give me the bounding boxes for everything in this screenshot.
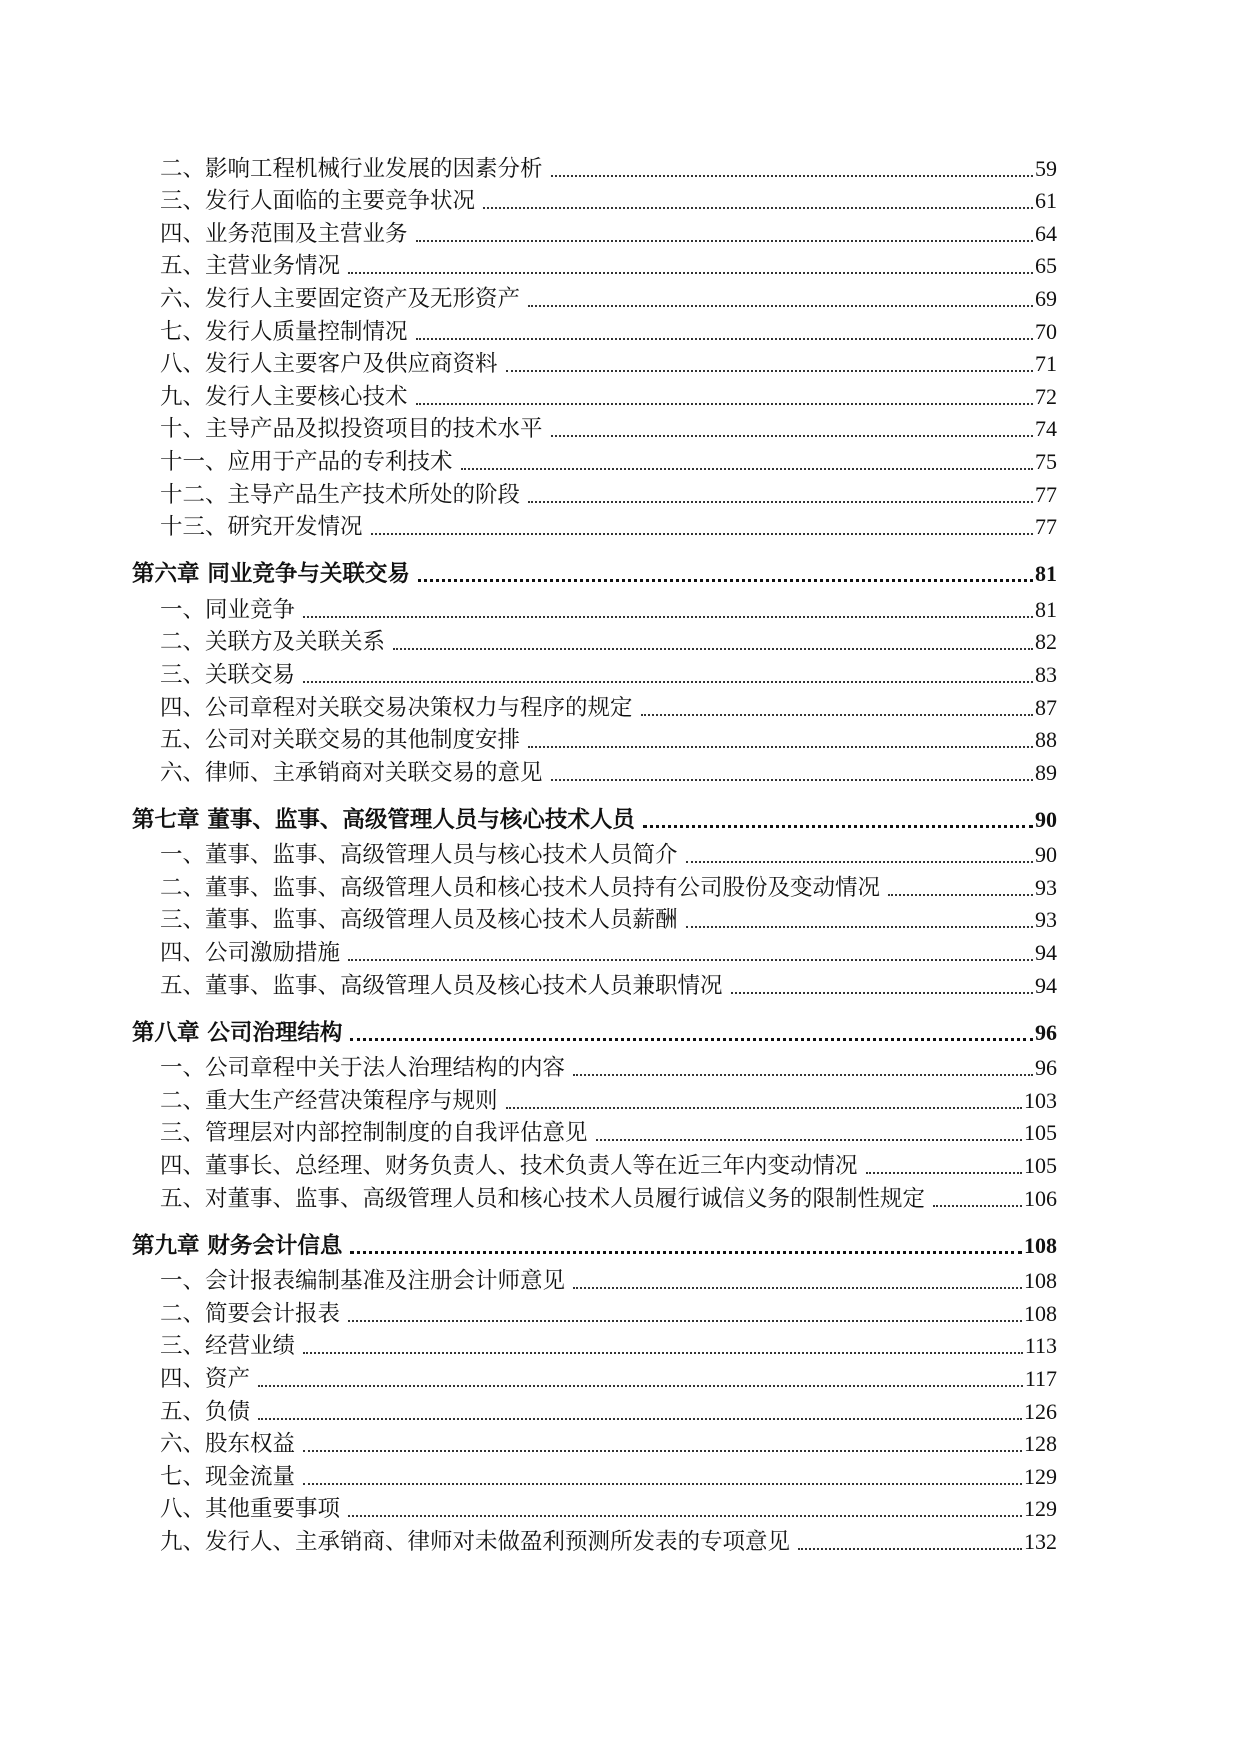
toc-section-entry[interactable] — [132, 1263, 1057, 1296]
toc-dot-leader — [303, 1352, 1023, 1354]
toc-dot-leader — [348, 959, 1033, 961]
table-of-contents — [132, 150, 1057, 1556]
toc-entry-label: 九、发行人主要核心技术 — [160, 383, 408, 410]
toc-page-number: 64 — [1035, 220, 1057, 246]
toc-entry-label: 二、简要会计报表 — [160, 1300, 341, 1327]
toc-entry-label: 五、公司对关联交易的其他制度安排 — [160, 727, 521, 754]
toc-page-number: 108 — [1024, 1268, 1057, 1294]
toc-page-number: 88 — [1035, 727, 1057, 753]
toc-dot-leader — [798, 1548, 1022, 1550]
toc-page-number: 81 — [1035, 596, 1057, 622]
toc-dot-leader — [348, 1320, 1022, 1322]
toc-entry-label: 三、管理层对内部控制制度的自我评估意见 — [160, 1120, 588, 1147]
toc-page-number: 77 — [1035, 481, 1057, 507]
toc-page-number: 132 — [1024, 1528, 1057, 1554]
toc-entry-label: 四、资产 — [160, 1366, 251, 1392]
toc-entry-label: 六、股东权益 — [160, 1431, 296, 1458]
toc-section-entry[interactable] — [132, 280, 1057, 313]
toc-page-number: 83 — [1035, 661, 1057, 687]
toc-entry-label: 一、会计报表编制基准及注册会计师意见 — [160, 1268, 566, 1295]
toc-page-number: 126 — [1024, 1398, 1057, 1424]
toc-dot-leader — [528, 501, 1033, 503]
toc-page-number: 90 — [1035, 806, 1057, 832]
toc-page-number: 72 — [1035, 383, 1057, 409]
toc-page-number: 113 — [1024, 1333, 1057, 1359]
toc-section-entry[interactable] — [132, 1328, 1057, 1361]
toc-section-entry[interactable] — [132, 1115, 1057, 1148]
toc-entry-label: 二、董事、监事、高级管理人员和核心技术人员持有公司股份及变动情况 — [160, 874, 881, 901]
toc-page-number: 105 — [1024, 1153, 1057, 1179]
toc-entry-label: 五、董事、监事、高级管理人员及核心技术人员兼职情况 — [160, 972, 723, 999]
toc-page-number: 94 — [1035, 940, 1057, 966]
toc-page-number: 117 — [1024, 1366, 1057, 1391]
toc-section-entry[interactable] — [132, 1050, 1057, 1083]
toc-dot-leader — [303, 1450, 1022, 1452]
toc-entry-label: 七、发行人质量控制情况 — [160, 318, 408, 345]
toc-page-number: 89 — [1035, 759, 1057, 785]
toc-section-entry[interactable] — [132, 183, 1057, 216]
toc-entry-label: 三、发行人面临的主要竞争状况 — [160, 188, 476, 215]
toc-dot-leader — [393, 648, 1033, 650]
toc-dot-leader — [643, 825, 1033, 828]
toc-dot-leader — [551, 779, 1033, 781]
toc-dot-leader — [506, 1107, 1022, 1109]
toc-section-entry[interactable] — [132, 1147, 1057, 1180]
toc-section-entry[interactable] — [132, 754, 1057, 787]
toc-page-number: 108 — [1024, 1232, 1057, 1258]
toc-section-entry[interactable] — [132, 1426, 1057, 1459]
toc-section-entry[interactable] — [132, 1458, 1057, 1491]
toc-page-number: 61 — [1035, 188, 1057, 214]
toc-dot-leader — [350, 1038, 1033, 1041]
toc-section-entry[interactable] — [132, 967, 1057, 1000]
toc-entry-label: 十一、应用于产品的专利技术 — [160, 448, 453, 475]
toc-section-entry[interactable] — [132, 1180, 1057, 1213]
toc-page-number: 108 — [1024, 1300, 1057, 1326]
toc-dot-leader — [371, 533, 1033, 535]
toc-entry-label: 三、经营业绩 — [160, 1333, 296, 1360]
toc-section-entry[interactable] — [132, 509, 1057, 542]
toc-dot-leader — [303, 681, 1033, 683]
toc-page-number: 103 — [1024, 1087, 1057, 1113]
toc-dot-leader — [416, 403, 1033, 405]
toc-section-entry[interactable] — [132, 248, 1057, 281]
toc-section-entry[interactable] — [132, 1491, 1057, 1524]
toc-entry-label: 十三、研究开发情况 — [160, 514, 363, 541]
toc-dot-leader — [418, 579, 1033, 582]
toc-dot-leader — [350, 1251, 1022, 1254]
toc-section-entry[interactable] — [132, 346, 1057, 379]
toc-entry-label: 四、公司激励措施 — [160, 940, 341, 967]
toc-entry-label: 四、董事长、总经理、财务负责人、技术负责人等在近三年内变动情况 — [160, 1153, 858, 1180]
toc-section-entry[interactable] — [132, 656, 1057, 689]
toc-section-entry[interactable] — [132, 1082, 1057, 1115]
toc-dot-leader — [551, 435, 1033, 437]
toc-section-entry[interactable] — [132, 476, 1057, 509]
toc-dot-leader — [258, 1418, 1022, 1420]
toc-dot-leader — [551, 175, 1033, 177]
toc-dot-leader — [483, 207, 1033, 209]
toc-dot-leader — [461, 468, 1033, 470]
toc-page-number: 105 — [1024, 1120, 1057, 1146]
toc-section-entry[interactable] — [132, 313, 1057, 346]
toc-page-number: 129 — [1024, 1463, 1057, 1489]
toc-page-number: 75 — [1035, 448, 1057, 474]
toc-dot-leader — [573, 1074, 1033, 1076]
toc-dot-leader — [258, 1385, 1023, 1387]
toc-entry-label: 第九章 财务会计信息 — [132, 1232, 343, 1259]
toc-dot-leader — [866, 1172, 1022, 1174]
toc-dot-leader — [933, 1205, 1022, 1207]
toc-chapter-entry[interactable] — [132, 1000, 1057, 1047]
toc-dot-leader — [416, 338, 1033, 340]
toc-dot-leader — [348, 272, 1033, 274]
toc-entry-label: 六、发行人主要固定资产及无形资产 — [160, 285, 521, 312]
toc-entry-label: 二、关联方及关联关系 — [160, 629, 386, 656]
toc-section-entry[interactable] — [132, 934, 1057, 967]
toc-dot-leader — [573, 1287, 1022, 1289]
toc-entry-label: 三、关联交易 — [160, 661, 296, 688]
toc-page-number: 96 — [1035, 1019, 1057, 1045]
toc-section-entry[interactable] — [132, 837, 1057, 870]
toc-page-number: 128 — [1024, 1431, 1057, 1457]
toc-entry-label: 九、发行人、主承销商、律师对未做盈利预测所发表的专项意见 — [160, 1528, 791, 1555]
toc-section-entry[interactable] — [132, 1295, 1057, 1328]
toc-dot-leader — [888, 894, 1033, 896]
toc-entry-label: 八、其他重要事项 — [160, 1496, 341, 1523]
toc-page-number: 70 — [1035, 318, 1057, 344]
toc-page-number: 96 — [1035, 1055, 1057, 1081]
toc-page-number: 93 — [1035, 907, 1057, 933]
toc-page-number: 93 — [1035, 874, 1057, 900]
toc-entry-label: 第八章 公司治理结构 — [132, 1019, 343, 1046]
toc-page-number: 74 — [1035, 416, 1057, 442]
toc-section-entry[interactable] — [132, 869, 1057, 902]
toc-section-entry[interactable] — [132, 722, 1057, 755]
toc-chapter-entry[interactable] — [132, 787, 1057, 834]
toc-dot-leader — [303, 616, 1033, 618]
toc-entry-label: 第七章 董事、监事、高级管理人员与核心技术人员 — [132, 806, 635, 833]
toc-dot-leader — [686, 861, 1033, 863]
toc-entry-label: 一、董事、监事、高级管理人员与核心技术人员简介 — [160, 842, 678, 869]
toc-page-number: 106 — [1024, 1185, 1057, 1211]
toc-page-number: 71 — [1035, 351, 1057, 377]
toc-chapter-entry[interactable] — [132, 1213, 1057, 1260]
toc-dot-leader — [596, 1139, 1022, 1141]
toc-entry-label: 八、发行人主要客户及供应商资料 — [160, 351, 498, 378]
toc-section-entry[interactable] — [132, 1393, 1057, 1426]
toc-section-entry[interactable] — [132, 902, 1057, 935]
toc-section-entry[interactable] — [132, 624, 1057, 657]
toc-entry-label: 十二、主导产品生产技术所处的阶段 — [160, 481, 521, 508]
toc-dot-leader — [686, 926, 1033, 928]
toc-page-number: 65 — [1035, 253, 1057, 279]
toc-section-entry[interactable] — [132, 378, 1057, 411]
toc-entry-label: 四、公司章程对关联交易决策权力与程序的规定 — [160, 694, 633, 721]
toc-dot-leader — [731, 992, 1033, 994]
toc-entry-label: 一、同业竞争 — [160, 596, 296, 623]
toc-page-number: 69 — [1035, 285, 1057, 311]
toc-entry-label: 七、现金流量 — [160, 1463, 296, 1490]
toc-dot-leader — [528, 746, 1033, 748]
toc-section-entry[interactable] — [132, 411, 1057, 444]
toc-entry-label: 四、业务范围及主营业务 — [160, 220, 408, 247]
toc-section-entry[interactable] — [132, 150, 1057, 183]
toc-entry-label: 一、公司章程中关于法人治理结构的内容 — [160, 1055, 566, 1082]
toc-page-number: 81 — [1035, 561, 1057, 587]
toc-entry-label: 六、律师、主承销商对关联交易的意见 — [160, 759, 543, 786]
toc-entry-label: 五、负债 — [160, 1398, 251, 1425]
toc-section-entry[interactable] — [132, 689, 1057, 722]
toc-dot-leader — [641, 714, 1033, 716]
toc-page-number: 94 — [1035, 972, 1057, 998]
toc-page-number: 129 — [1024, 1496, 1057, 1522]
toc-entry-label: 五、对董事、监事、高级管理人员和核心技术人员履行诚信义务的限制性规定 — [160, 1185, 926, 1212]
toc-chapter-entry[interactable] — [132, 541, 1057, 588]
toc-entry-label: 二、重大生产经营决策程序与规则 — [160, 1087, 498, 1114]
toc-page-number: 90 — [1035, 842, 1057, 868]
toc-page-number: 59 — [1035, 155, 1057, 181]
toc-dot-leader — [303, 1483, 1022, 1485]
toc-section-entry[interactable] — [132, 1360, 1057, 1393]
toc-section-entry[interactable] — [132, 1523, 1057, 1556]
toc-dot-leader — [528, 305, 1033, 307]
toc-entry-label: 三、董事、监事、高级管理人员及核心技术人员薪酬 — [160, 907, 678, 934]
toc-dot-leader — [348, 1515, 1022, 1517]
toc-page-number: 77 — [1035, 514, 1057, 540]
toc-section-entry[interactable] — [132, 591, 1057, 624]
toc-section-entry[interactable] — [132, 443, 1057, 476]
toc-section-entry[interactable] — [132, 215, 1057, 248]
toc-dot-leader — [506, 370, 1033, 372]
toc-entry-label: 十、主导产品及拟投资项目的技术水平 — [160, 416, 543, 443]
toc-dot-leader — [416, 240, 1033, 242]
toc-entry-label: 二、影响工程机械行业发展的因素分析 — [160, 155, 543, 182]
toc-page-number: 82 — [1035, 629, 1057, 655]
toc-page-number: 87 — [1035, 694, 1057, 720]
toc-entry-label: 五、主营业务情况 — [160, 253, 341, 280]
toc-entry-label: 第六章 同业竞争与关联交易 — [132, 561, 410, 588]
